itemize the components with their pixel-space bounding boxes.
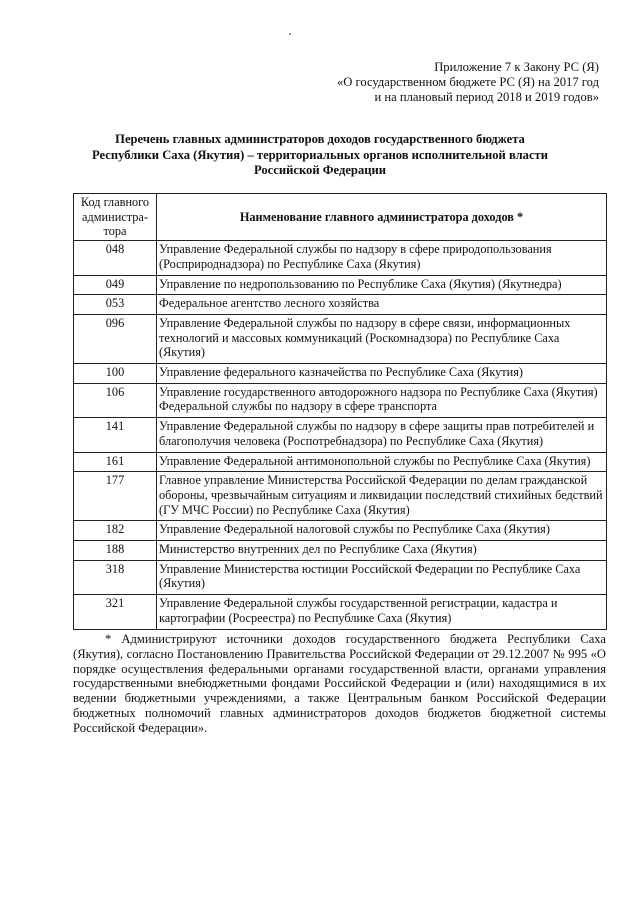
admin-name: Управление государственного автодорожного надзора по Республике Саха (Якутия) Федеральной службы по надзору в сфере транспорта bbox=[157, 383, 607, 417]
header-code: Код главного администра-тора bbox=[74, 194, 157, 241]
admin-code: 053 bbox=[74, 295, 157, 315]
appendix-line-2: «О государственном бюджете РС (Я) на 2017 год bbox=[336, 75, 599, 89]
table-row bbox=[74, 241, 607, 275]
admin-name: Управление Министерства юстиции Российской Федерации по Республике Саха (Якутия) bbox=[157, 560, 607, 594]
table-row bbox=[74, 560, 607, 594]
admin-name: Управление Федеральной службы государственной регистрации, кадастра и картографии (Росреестра) по Республике Саха (Якутия) bbox=[157, 595, 607, 629]
table-row bbox=[74, 275, 607, 295]
table-row bbox=[74, 418, 607, 452]
admin-name: Управление Федеральной службы по надзору в сфере связи, информационных технологий и массовых коммуникаций (Роскомнадзора) по Республике Саха (Якутия) bbox=[157, 314, 607, 363]
admin-code: 321 bbox=[74, 595, 157, 629]
admin-name: Министерство внутренних дел по Республике Саха (Якутия) bbox=[157, 541, 607, 561]
table-row bbox=[74, 521, 607, 541]
admin-name: Главное управление Министерства Российской Федерации по делам гражданской обороны, чрезвычайным ситуациям и ликвидации последствий стихийных бедствий (ГУ МЧС России) по Республике Саха (Якутия) bbox=[157, 472, 607, 521]
admin-name: Управление Федеральной службы по надзору в сфере природопользования (Росприроднадзора) по Республике Саха (Якутия) bbox=[157, 241, 607, 275]
admin-name: Управление Федеральной службы по надзору в сфере защиты прав потребителей и благополучия человека (Роспотребнадзора) по Республике Саха (Якутия) bbox=[157, 418, 607, 452]
admin-code: 100 bbox=[74, 364, 157, 384]
table-body bbox=[74, 241, 607, 629]
title-line-1: Перечень главных администраторов доходов государственного бюджета bbox=[115, 132, 525, 146]
footnote: * Администрируют источники доходов государственного бюджета Республики Саха (Якутия), согласно Постановлению Правительства Российской Федерации от 29.12.2007 № 995 «О порядке осуществления федеральными органами государственной власти, органами управления государственными внебюджетными фондами Российской Федерации и (или) находящимися в их ведении бюджетными учреждениями, а также Центральным банком Российской Федерации бюджетных полномочий главных администраторов доходов бюджетов бюджетной системы Российской Федерации». bbox=[73, 632, 606, 735]
table-header-row bbox=[74, 194, 607, 241]
table-row bbox=[74, 595, 607, 629]
admin-name: Управление федерального казначейства по Республике Саха (Якутия) bbox=[157, 364, 607, 384]
table-row bbox=[74, 314, 607, 363]
table-row bbox=[74, 364, 607, 384]
admin-name: Федеральное агентство лесного хозяйства bbox=[157, 295, 607, 315]
admin-code: 096 bbox=[74, 314, 157, 363]
table-row bbox=[74, 472, 607, 521]
admin-name: Управление Федеральной налоговой службы по Республике Саха (Якутия) bbox=[157, 521, 607, 541]
appendix-header bbox=[179, 60, 599, 105]
table-row bbox=[74, 295, 607, 315]
admin-code: 048 bbox=[74, 241, 157, 275]
admin-code: 161 bbox=[74, 452, 157, 472]
title-line-3: Российской Федерации bbox=[253, 163, 387, 177]
appendix-line-1: Приложение 7 к Закону РС (Я) bbox=[434, 60, 599, 74]
admin-code: 106 bbox=[74, 383, 157, 417]
appendix-line-3: и на плановый период 2018 и 2019 годов» bbox=[374, 90, 599, 104]
admin-code: 141 bbox=[74, 418, 157, 452]
admin-name: Управление Федеральной антимонопольной службы по Республике Саха (Якутия) bbox=[157, 452, 607, 472]
document-title bbox=[40, 132, 600, 179]
header-name: Наименование главного администратора доходов * bbox=[157, 194, 607, 241]
admin-code: 318 bbox=[74, 560, 157, 594]
admin-code: 182 bbox=[74, 521, 157, 541]
administrators-table bbox=[73, 193, 607, 630]
admin-code: 188 bbox=[74, 541, 157, 561]
admin-code: 177 bbox=[74, 472, 157, 521]
table-row bbox=[74, 383, 607, 417]
table-row bbox=[74, 541, 607, 561]
table-row bbox=[74, 452, 607, 472]
scan-speck bbox=[289, 33, 291, 35]
admin-name: Управление по недропользованию по Республике Саха (Якутия) (Якутнедра) bbox=[157, 275, 607, 295]
title-line-2: Республики Саха (Якутия) – территориальных органов исполнительной власти bbox=[92, 147, 548, 162]
admin-code: 049 bbox=[74, 275, 157, 295]
